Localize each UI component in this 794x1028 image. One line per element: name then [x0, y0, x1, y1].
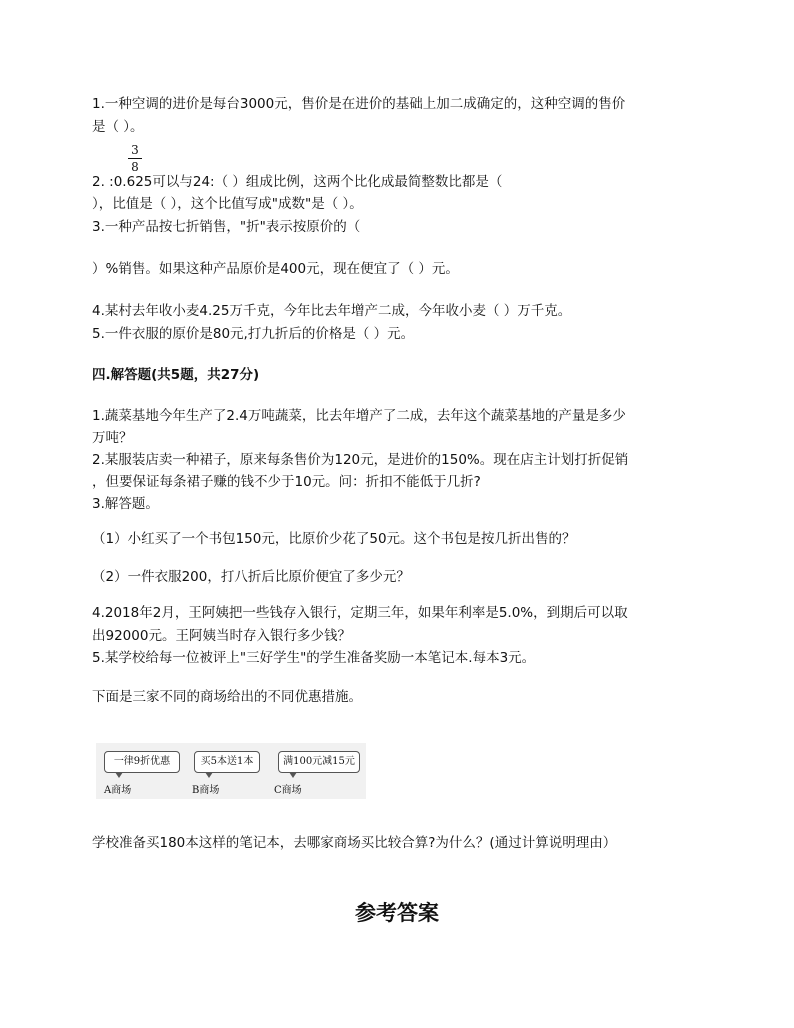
store-b-offer: 买5本送1本 [194, 751, 260, 773]
store-offers-figure [96, 743, 366, 799]
s4-q5-intro: 下面是三家不同的商场给出的不同优惠措施。 [92, 689, 362, 705]
store-c-name: C商场 [274, 785, 302, 796]
s4-q4-line2: 出92000元。王阿姨当时存入银行多少钱？ [92, 628, 351, 644]
q3-line1: 3.一种产品按七折销售，"折"表示按原价的（ [92, 219, 361, 235]
q1-line1: 1.一种空调的进价是每台3000元，售价是在进价的基础上加二成确定的，这种空调的售价 [92, 96, 626, 112]
s4-q1-line2: 万吨？ [92, 430, 133, 446]
fraction-denominator: 8 [131, 160, 139, 174]
q1-line2: 是（ ）。 [92, 119, 144, 135]
s4-q5-line: 5.某学校给每一位被评上"三好学生"的学生准备奖励一本笔记本.每本3元。 [92, 650, 536, 666]
s4-q4-line1: 4.2018年2月，王阿姨把一些钱存入银行，定期三年，如果年利率是5.0%，到期后可以取 [92, 605, 628, 621]
store-b-name: B商场 [192, 785, 220, 796]
q2-fraction [128, 143, 142, 174]
s4-q5-question: 学校准备买180本这样的笔记本，去哪家商场买比较合算?为什么？(通过计算说明理由） [92, 835, 617, 851]
store-a-offer: 一律9折优惠 [104, 751, 180, 773]
s4-q3-line: 3.解答题。 [92, 496, 159, 512]
s4-q3-sub2: （2）一件衣服200，打八折后比原价便宜了多少元？ [92, 569, 410, 585]
q5-line: 5.一件衣服的原价是80元,打九折后的价格是（ ）元。 [92, 326, 415, 342]
s4-q1-line1: 1.蔬菜基地今年生产了2.4万吨蔬菜，比去年增产了二成，去年这个蔬菜基地的产量是多少 [92, 408, 626, 424]
s4-q3-sub1: （1）小红买了一个书包150元，比原价少花了50元。这个书包是按几折出售的？ [92, 531, 576, 547]
section-heading: 四.解答题(共5题，共27分) [92, 367, 260, 383]
answer-title: 参考答案 [355, 900, 439, 925]
store-c-offer: 满100元减15元 [278, 751, 360, 773]
s4-q2-line1: 2.某服装店卖一种裙子，原来每条售价为120元，是进价的150%。现在店主计划打折促销 [92, 452, 629, 468]
q3-line2: ）%销售。如果这种产品原价是400元，现在便宜了（ ）元。 [92, 261, 459, 277]
q2-line2: ），比值是（ ），这个比值写成"成数"是（ ）。 [92, 196, 363, 212]
q2-line1: 2. :0.625可以与24:（ ）组成比例，这两个比化成最简整数比都是（ [92, 174, 503, 190]
fraction-numerator: 3 [131, 143, 139, 157]
q4-line: 4.某村去年收小麦4.25万千克，今年比去年增产二成，今年收小麦（ ）万千克。 [92, 303, 572, 319]
store-a-name: A商场 [104, 785, 132, 796]
s4-q2-line2: ，但要保证每条裙子赚的钱不少于10元。问：折扣不能低于几折? [92, 474, 481, 490]
